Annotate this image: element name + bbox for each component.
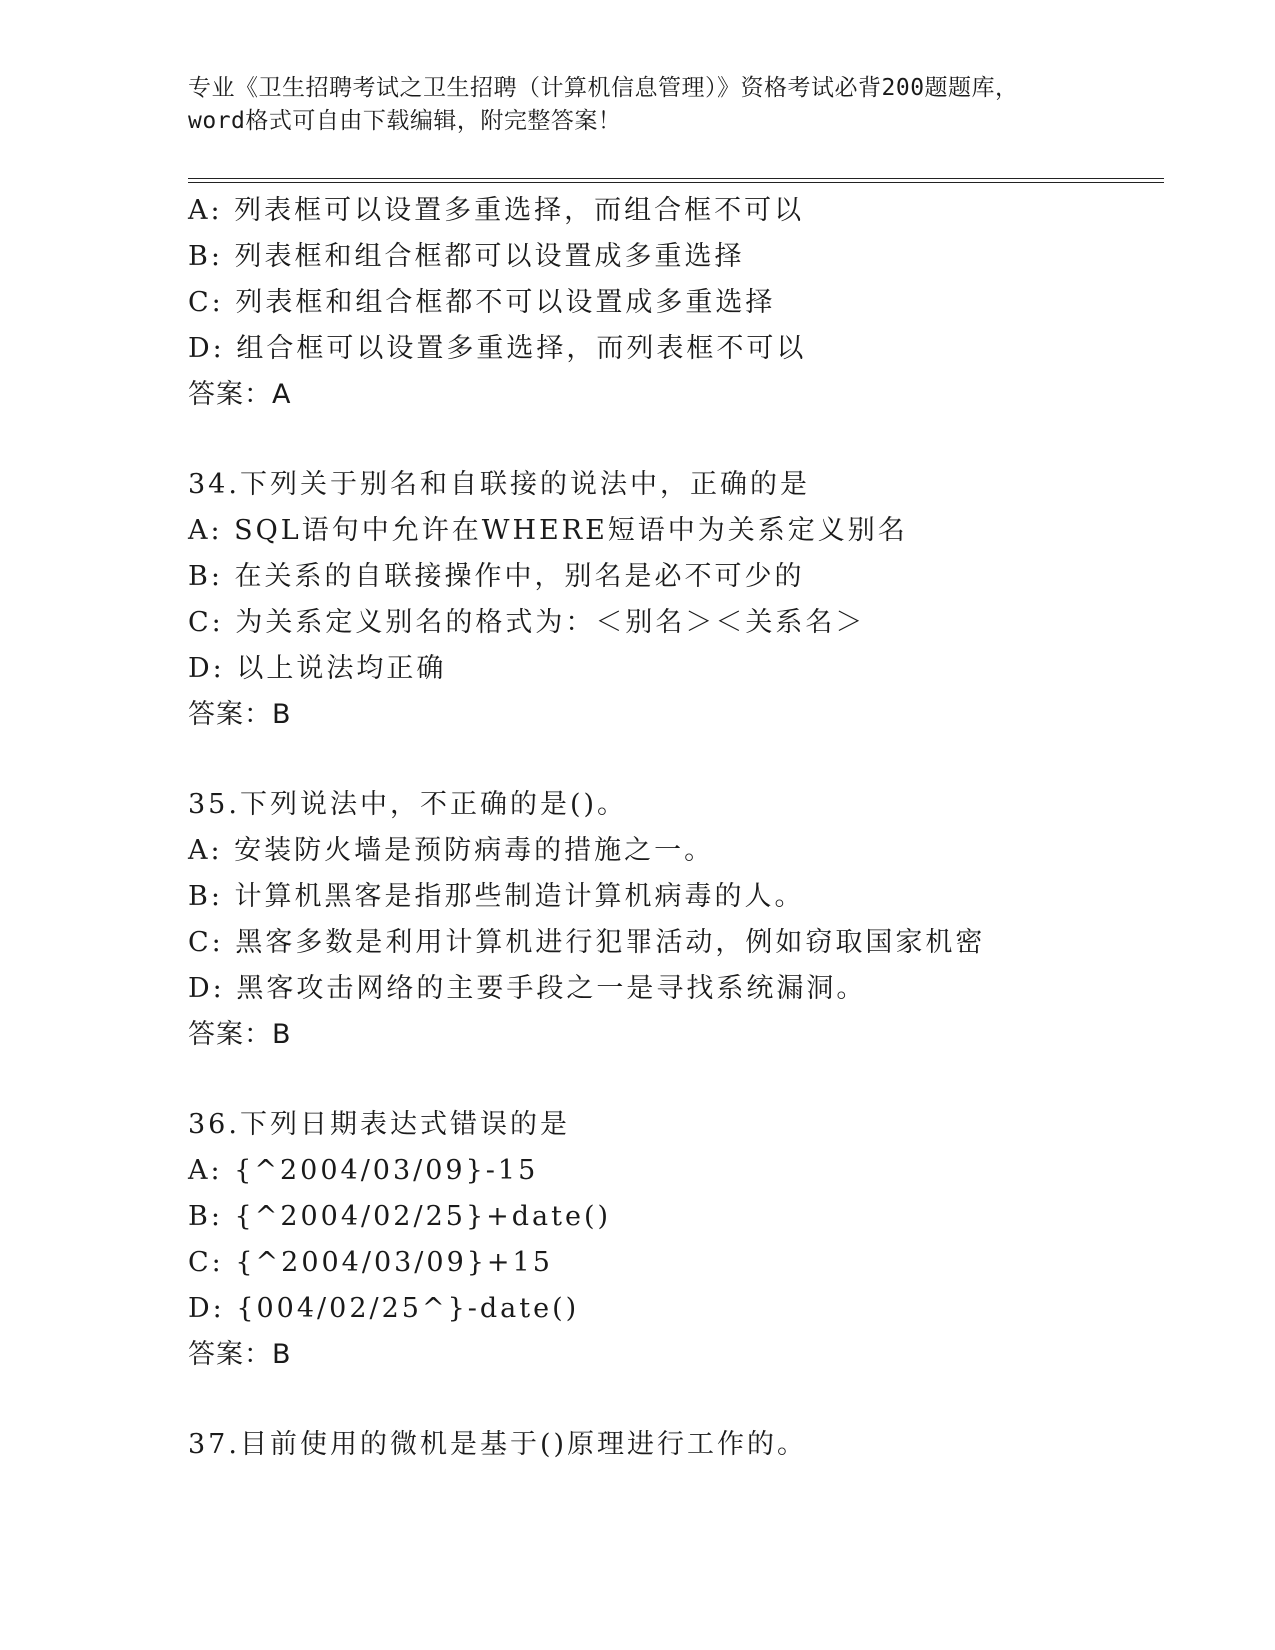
option-c: C: 为关系定义别名的格式为：＜别名＞＜关系名＞ (188, 607, 866, 638)
option-d: D: 以上说法均正确 (188, 653, 447, 684)
header-line-1: 专业《卫生招聘考试之卫生招聘（计算机信息管理）》资格考试必背200题题库， (188, 75, 1019, 101)
option-d: D: 组合框可以设置多重选择，而列表框不可以 (188, 333, 807, 364)
header-line-2: word格式可自由下载编辑，附完整答案！ (188, 108, 622, 134)
question-stem: 35.下列说法中，不正确的是()。 (188, 789, 628, 820)
option-c: C: 黑客多数是利用计算机进行犯罪活动，例如窃取国家机密 (188, 927, 986, 958)
option-a: A: 安装防火墙是预防病毒的措施之一。 (188, 835, 715, 866)
option-d: D: 黑客攻击网络的主要手段之一是寻找系统漏洞。 (188, 973, 867, 1004)
answer-line: 答案：B (188, 1339, 292, 1370)
question-34 (188, 462, 1168, 738)
question-37 (188, 1422, 1168, 1468)
document-header (188, 72, 1088, 138)
question-stem: 34.下列关于别名和自联接的说法中，正确的是 (188, 469, 810, 500)
option-c: C: 列表框和组合框都不可以设置成多重选择 (188, 287, 776, 318)
answer-line: 答案：B (188, 1019, 292, 1050)
option-b: B: 计算机黑客是指那些制造计算机病毒的人。 (188, 881, 805, 912)
spacer (188, 1058, 1168, 1102)
question-stem: 36.下列日期表达式错误的是 (188, 1109, 570, 1140)
option-a: A: 列表框可以设置多重选择，而组合框不可以 (188, 195, 805, 226)
option-a: A: SQL语句中允许在WHERE短语中为关系定义别名 (188, 515, 908, 546)
question-list (188, 188, 1168, 1468)
answer-line: 答案：B (188, 699, 292, 730)
option-c: C: {^2004/03/09}+15 (188, 1247, 553, 1278)
spacer (188, 418, 1168, 462)
option-b: B: 列表框和组合框都可以设置成多重选择 (188, 241, 745, 272)
spacer (188, 1378, 1168, 1422)
question-35 (188, 782, 1168, 1058)
question-36 (188, 1102, 1168, 1378)
header-divider (188, 178, 1164, 183)
question-33-continued (188, 188, 1168, 418)
spacer (188, 738, 1168, 782)
option-d: D: {004/02/25^}-date() (188, 1293, 580, 1324)
option-a: A: {^2004/03/09}-15 (188, 1155, 539, 1186)
option-b: B: 在关系的自联接操作中，别名是必不可少的 (188, 561, 805, 592)
answer-line: 答案：A (188, 379, 292, 410)
option-b: B: {^2004/02/25}+date() (188, 1201, 612, 1232)
question-stem: 37.目前使用的微机是基于()原理进行工作的。 (188, 1429, 808, 1460)
